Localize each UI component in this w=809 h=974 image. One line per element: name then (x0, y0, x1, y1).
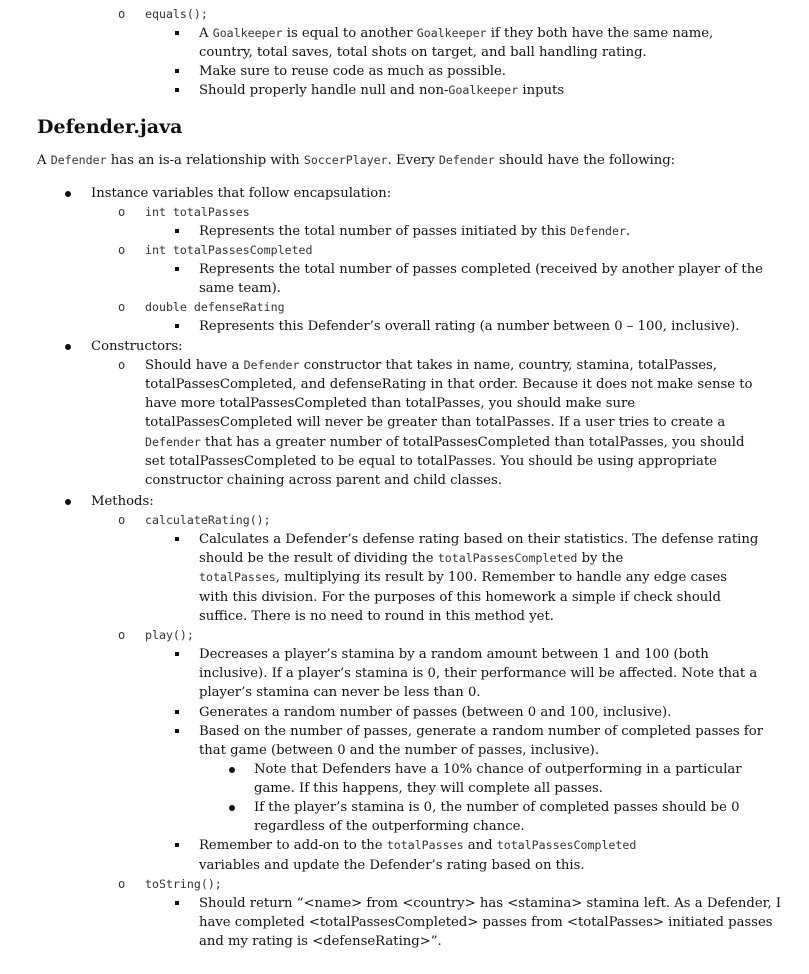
circle-bullet-icon: o (118, 205, 126, 219)
var-total-passes: int totalPasses (145, 205, 250, 219)
equals-reuse: Make sure to reuse code as much as possible. (199, 64, 506, 79)
calc-line-5: suffice. There is no need to round in this method yet. (199, 609, 554, 624)
circle-bullet-icon: o (118, 243, 126, 257)
calc-line-4: with this division. For the purposes of this homework a simple if check should (199, 590, 721, 605)
constructor-line-1: Should have a Defender constructor that takes in name, country, stamina, totalPasses, (145, 358, 717, 373)
circle-bullet-icon: o (118, 513, 126, 527)
calc-line-3: totalPasses, multiplying its result by 100. Remember to handle any edge cases (199, 570, 728, 585)
square-bullet-icon (175, 843, 179, 847)
constructor-line-6: set totalPassesCompleted to be equal to totalPasses. You should be using appropriate (145, 454, 717, 469)
play-b1-line-3: player’s stamina can never be less than 0. (199, 685, 481, 700)
tostring-line-2: have completed <totalPassesCompleted> passes from <totalPasses> initiated passes (199, 915, 773, 930)
square-bullet-icon (175, 729, 179, 733)
disc-bullet-icon (65, 344, 71, 350)
play-b2: Generates a random number of passes (between 0 and 100, inclusive). (199, 705, 672, 720)
play-b3-line-2: that game (between 0 and the number of passes, inclusive). (199, 743, 600, 758)
play-b1-line-2: inclusive). If a player’s stamina is 0, their performance will be affected. Note that a (199, 666, 758, 681)
intro-paragraph: A Defender has an is-a relationship with SoccerPlayer. Every Defender should have the following: (37, 153, 676, 168)
play-b4-line-1: Remember to add-on to the totalPasses and totalPassesCompleted (199, 838, 637, 853)
square-bullet-icon (175, 229, 179, 233)
constructor-line-3: have more totalPassesCompleted than totalPasses, you should make sure (145, 396, 636, 411)
play-s1-line-1: Note that Defenders have a 10% chance of outperforming in a particular (254, 762, 742, 777)
disc-bullet-icon (229, 805, 235, 811)
equals-null: Should properly handle null and non-Goalkeeper inputs (199, 83, 565, 98)
method-equals: equals(); (145, 7, 208, 21)
var-tpc-desc-2: same team). (199, 281, 281, 296)
calc-line-2: should be the result of dividing the totalPassesCompleted by the (199, 551, 624, 566)
constructor-line-2: totalPassesCompleted, and defenseRating in that order. Because it does not make sense to (145, 377, 753, 392)
var-total-passes-completed: int totalPassesCompleted (145, 243, 313, 257)
circle-bullet-icon: o (118, 358, 126, 372)
circle-bullet-icon: o (118, 300, 126, 314)
section-heading: Defender.java (37, 116, 183, 138)
var-defense-rating: double defenseRating (145, 300, 285, 314)
tostring-line-3: and my rating is <defenseRating>”. (199, 934, 442, 949)
square-bullet-icon (175, 901, 179, 905)
play-b3-line-1: Based on the number of passes, generate a random number of completed passes for (199, 724, 764, 739)
constructors-label: Constructors: (91, 339, 183, 354)
play-s2-line-1: If the player’s stamina is 0, the number of completed passes should be 0 (254, 800, 740, 815)
var-defense-rating-desc: Represents this Defender’s overall rating (a number between 0 – 100, inclusive). (199, 319, 740, 334)
constructor-line-7: constructor chaining across parent and child classes. (145, 473, 502, 488)
equals-desc-line-1: A Goalkeeper is equal to another Goalkeeper if they both have the same name, (199, 26, 714, 41)
calc-line-1: Calculates a Defender’s defense rating based on their statistics. The defense rating (199, 532, 759, 547)
play-b1-line-1: Decreases a player’s stamina by a random amount between 1 and 100 (both (199, 647, 709, 662)
equals-desc-line-2: country, total saves, total shots on target, and ball handling rating. (199, 45, 647, 60)
disc-bullet-icon (65, 499, 71, 505)
method-tostring: toString(); (145, 877, 222, 891)
instance-vars-label: Instance variables that follow encapsulation: (91, 186, 392, 201)
circle-bullet-icon: o (118, 7, 126, 21)
square-bullet-icon (175, 267, 179, 271)
play-s2-line-2: regardless of the outperforming chance. (254, 819, 525, 834)
var-total-passes-desc: Represents the total number of passes initiated by this Defender. (199, 224, 631, 239)
disc-bullet-icon (229, 767, 235, 773)
circle-bullet-icon: o (118, 628, 126, 642)
square-bullet-icon (175, 31, 179, 35)
square-bullet-icon (175, 537, 179, 541)
square-bullet-icon (175, 324, 179, 328)
methods-label: Methods: (91, 494, 154, 509)
square-bullet-icon (175, 710, 179, 714)
square-bullet-icon (175, 69, 179, 73)
square-bullet-icon (175, 88, 179, 92)
circle-bullet-icon: o (118, 877, 126, 891)
square-bullet-icon (175, 652, 179, 656)
play-s1-line-2: game. If this happens, they will complete all passes. (254, 781, 603, 796)
tostring-line-1: Should return “<name> from <country> has <stamina> stamina left. As a Defender, I (199, 896, 782, 911)
constructor-line-5: Defender that has a greater number of totalPassesCompleted than totalPasses, you should (145, 435, 745, 450)
play-b4-line-2: variables and update the Defender’s rating based on this. (199, 858, 585, 873)
constructor-line-4: totalPassesCompleted will never be greater than totalPasses. If a user tries to create a (145, 415, 726, 430)
var-tpc-desc-1: Represents the total number of passes completed (received by another player of the (199, 262, 763, 277)
method-calculate-rating: calculateRating(); (145, 513, 271, 527)
method-play: play(); (145, 628, 194, 642)
disc-bullet-icon (65, 191, 71, 197)
